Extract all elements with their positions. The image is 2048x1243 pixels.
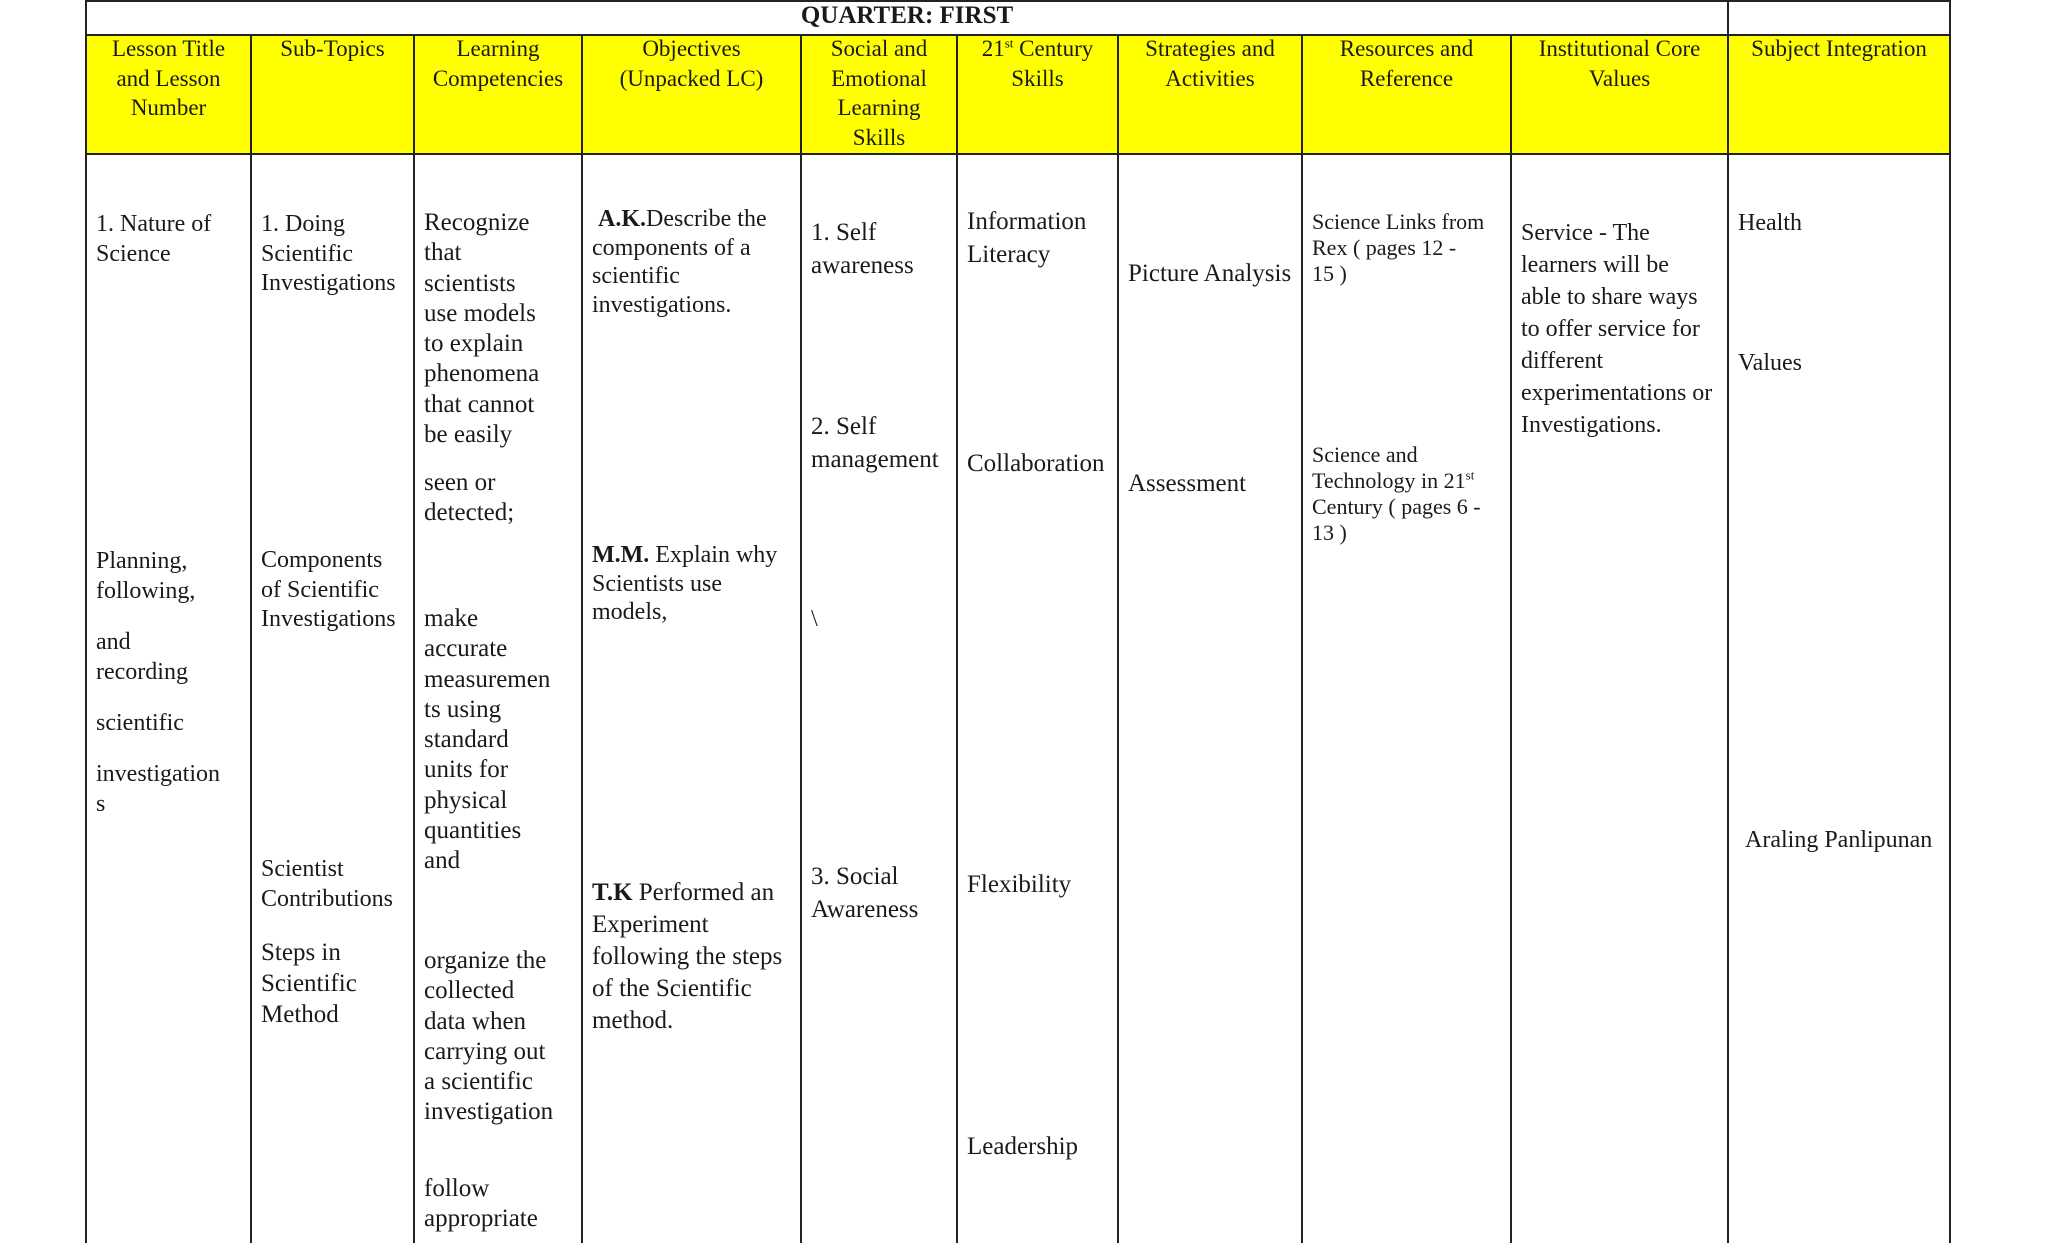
resource-sci-tech: Science and Technology in 21st Century ( pages 6 - 13 ) (1312, 442, 1481, 545)
col-border-0 (85, 0, 87, 1243)
sel-self-management: 2. Self management (811, 413, 939, 473)
header-sub-topics: Sub-Topics (280, 36, 385, 61)
header-21st-century-skills: 21st Century Skills (981, 35, 1094, 91)
competency-seen: seen or detected; (424, 469, 515, 527)
col-border-5 (956, 35, 958, 1243)
header-objectives: Objectives (Unpacked LC) (619, 36, 764, 91)
lesson-title: 1. Nature of Science (96, 211, 212, 267)
subtopic-scientist: Scientist Contributions (261, 856, 394, 912)
subtopic-doing: 1. Doing Scientific Investigations (261, 211, 396, 296)
competency-organize: organize the collected data when carrying out a scientific investigation (424, 947, 554, 1126)
header-strategies: Strategies and Activities (1145, 36, 1275, 91)
header-resources: Resources and Reference (1339, 36, 1474, 91)
strategy-assessment: Assessment (1128, 470, 1247, 497)
col-border-4 (800, 35, 802, 1243)
competency-make: make accurate measuremen ts using standard units for physical quantities and (424, 605, 551, 875)
header-subject-integration: Subject Integration (1751, 36, 1927, 61)
core-values-text: Service - The learners will be able to share ways to offer service for different experimentations or Investigations. (1521, 220, 1713, 438)
col-border-6 (1117, 35, 1119, 1243)
century-flexibility: Flexibility (967, 871, 1072, 898)
header-row-border (86, 153, 1950, 155)
competency-recognize: Recognize that scientists use models to explain phenomena that cannot be easily (424, 209, 540, 449)
century-leadership: Leadership (967, 1133, 1079, 1160)
century-collaboration: Collaboration (967, 450, 1105, 477)
integration-araling-panlipunan: Araling Panlipunan (1745, 827, 1933, 853)
col-border-2 (413, 35, 415, 1243)
col-border-7 (1301, 35, 1303, 1243)
header-sel-skills: Social and Emotional Learning Skills (830, 36, 928, 150)
col-border-1 (250, 35, 252, 1243)
sel-slash: \ (811, 606, 818, 632)
header-learning-competencies: Learning Competencies (432, 36, 564, 91)
integration-health: Health (1738, 210, 1802, 236)
quarter-title: QUARTER: FIRST (800, 2, 1014, 29)
century-info-literacy: Information Literacy (967, 208, 1087, 268)
subtopic-steps: Steps in Scientific Method (261, 939, 357, 1028)
col-border-9 (1727, 0, 1729, 1243)
lesson-planning-text: Planning, following, and recording scientific investigation s (96, 548, 220, 817)
sel-social-awareness: 3. Social Awareness (811, 863, 919, 923)
sel-self-awareness: 1. Self awareness (811, 219, 914, 279)
header-core-values: Institutional Core Values (1538, 36, 1701, 91)
strategy-picture-analysis: Picture Analysis (1128, 260, 1292, 287)
objective-ak: A.K.Describe the components of a scientific investigations. (592, 206, 767, 318)
subtopic-components: Components of Scientific Investigations (261, 547, 396, 632)
col-border-10 (1949, 0, 1951, 1243)
competency-follow: follow appropriate (424, 1175, 538, 1233)
objective-tk: T.K Performed an Experiment following the steps of the Scientific method. (592, 879, 783, 1034)
col-border-8 (1510, 35, 1512, 1243)
objective-mm: M.M. Explain why Scientists use models, (592, 542, 778, 625)
integration-values: Values (1738, 350, 1802, 376)
col-border-3 (581, 35, 583, 1243)
resource-science-links: Science Links from Rex ( pages 12 - 15 ) (1312, 209, 1485, 286)
header-lesson-title: Lesson Title and Lesson Number (111, 36, 226, 120)
